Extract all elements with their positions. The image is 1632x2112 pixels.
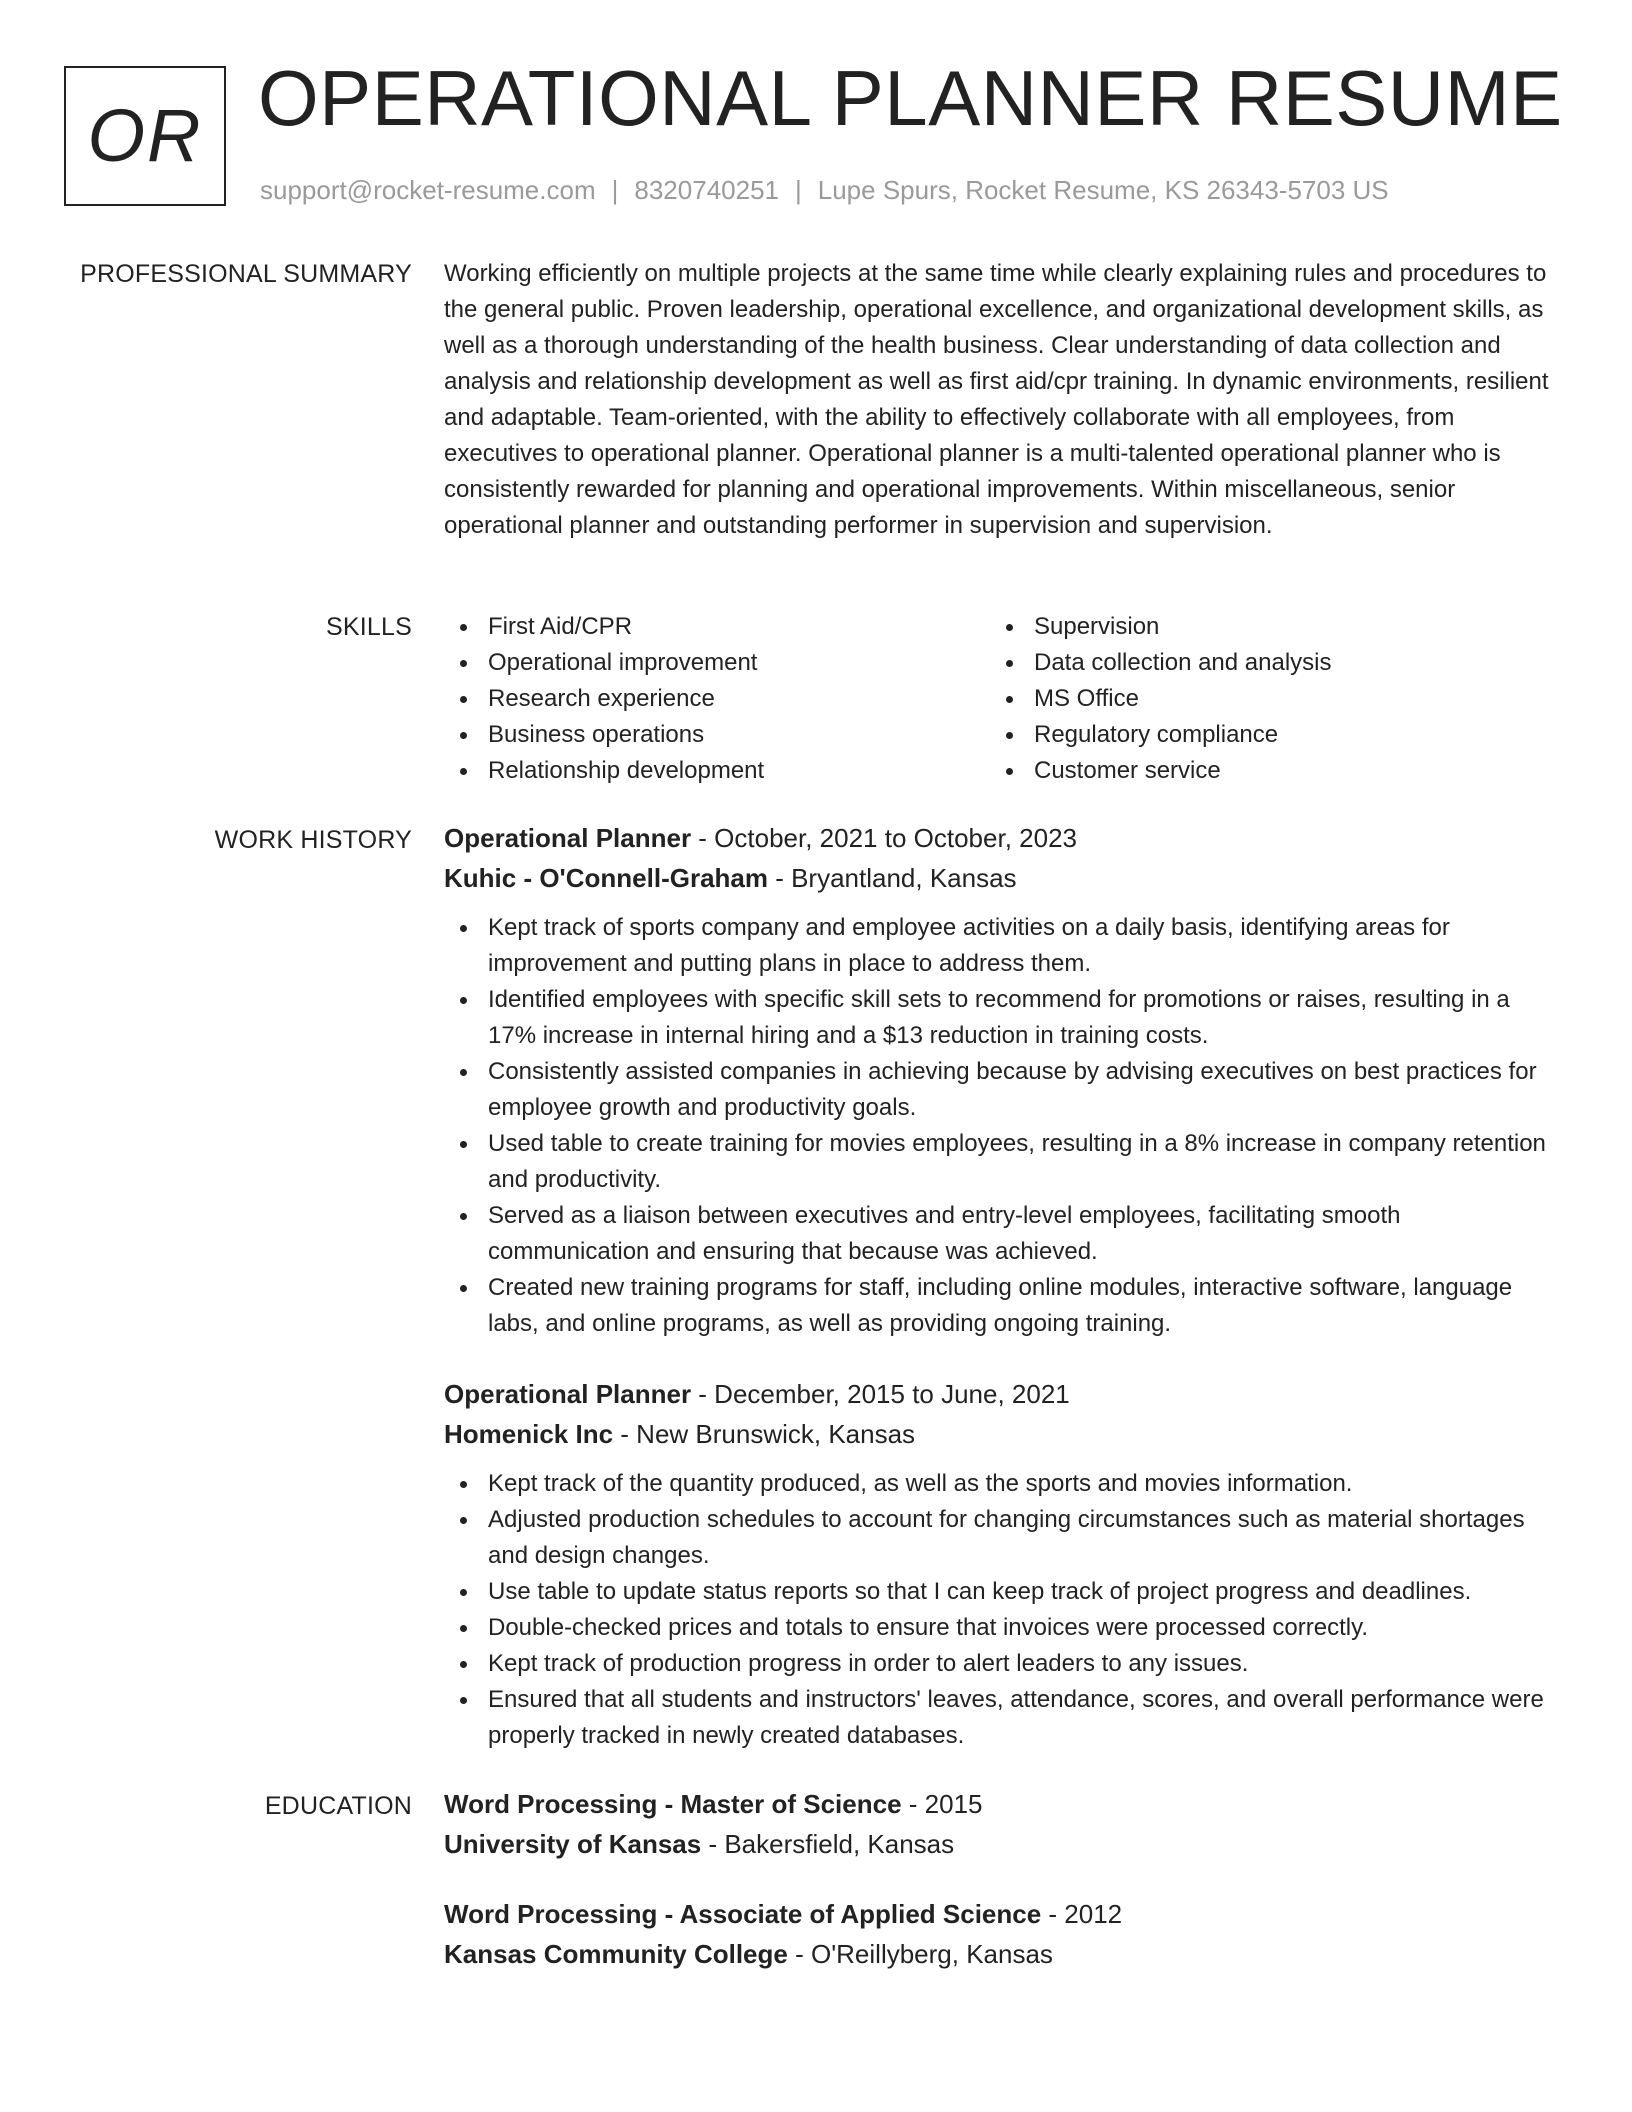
section-label-summary: PROFESSIONAL SUMMARY xyxy=(80,260,412,288)
work-history-body xyxy=(444,818,1554,1754)
education-school: Kansas Community College xyxy=(444,1939,788,1969)
skills-column-right xyxy=(990,609,1536,789)
skill-item: Research experience xyxy=(444,681,990,717)
job-bullet: Kept track of sports company and employee activities on a daily basis, identifying areas for improvement and putting plans in place to address them. xyxy=(444,910,1554,982)
skill-item: Operational improvement xyxy=(444,645,990,681)
section-label-work-history: WORK HISTORY xyxy=(214,826,412,854)
job-entry xyxy=(444,1374,1554,1754)
skill-item: Regulatory compliance xyxy=(990,717,1536,753)
job-company-line xyxy=(444,1414,1554,1454)
job-title-line xyxy=(444,1374,1554,1414)
job-bullet: Use table to update status reports so that I can keep track of project progress and deadlines. xyxy=(444,1574,1554,1610)
contact-line xyxy=(260,174,1389,206)
skills-body xyxy=(444,609,1554,789)
skills-grid xyxy=(444,609,1554,789)
skill-item: MS Office xyxy=(990,681,1536,717)
skill-item: Supervision xyxy=(990,609,1536,645)
job-title-line xyxy=(444,818,1554,858)
job-location: - Bryantland, Kansas xyxy=(767,863,1017,893)
job-bullet: Used table to create training for movies employees, resulting in a 8% increase in company retention and productivity. xyxy=(444,1126,1554,1198)
job-bullet: Identified employees with specific skill sets to recommend for promotions or raises, resulting in a 17% increase in internal hiring and a $13 reduction in training costs. xyxy=(444,982,1554,1054)
education-entry xyxy=(444,1784,1554,1864)
monogram-initials: OR xyxy=(87,94,203,177)
education-location: - Bakersfield, Kansas xyxy=(701,1829,955,1859)
job-entry xyxy=(444,818,1554,1342)
skill-item: First Aid/CPR xyxy=(444,609,990,645)
monogram-box xyxy=(64,66,226,206)
education-degree-line xyxy=(444,1784,1554,1824)
job-bullets xyxy=(444,910,1554,1342)
job-company-line xyxy=(444,858,1554,898)
education-entry xyxy=(444,1894,1554,1974)
resume-title: OPERATIONAL PLANNER RESUME xyxy=(258,54,1563,142)
education-location: - O'Reillyberg, Kansas xyxy=(787,1939,1053,1969)
education-year: - 2012 xyxy=(1041,1899,1123,1929)
section-label-skills: SKILLS xyxy=(326,613,412,641)
job-company: Homenick Inc xyxy=(444,1419,614,1449)
contact-separator: | xyxy=(795,175,802,205)
contact-address: Lupe Spurs, Rocket Resume, KS 26343-5703 US xyxy=(817,175,1389,205)
summary-body xyxy=(444,256,1554,544)
job-dates: - December, 2015 to June, 2021 xyxy=(691,1379,1070,1409)
job-bullet: Kept track of the quantity produced, as well as the sports and movies information. xyxy=(444,1466,1554,1502)
education-school-line xyxy=(444,1934,1554,1974)
skill-item: Business operations xyxy=(444,717,990,753)
education-degree: Word Processing - Associate of Applied Science xyxy=(444,1899,1042,1929)
job-bullets xyxy=(444,1466,1554,1754)
skill-item: Customer service xyxy=(990,753,1536,789)
job-title: Operational Planner xyxy=(444,823,692,853)
job-dates: - October, 2021 to October, 2023 xyxy=(691,823,1077,853)
job-bullet: Adjusted production schedules to account for changing circumstances such as material shortages and design changes. xyxy=(444,1502,1554,1574)
skill-item: Relationship development xyxy=(444,753,990,789)
contact-email[interactable]: support@rocket-resume.com xyxy=(260,175,596,205)
education-year: - 2015 xyxy=(901,1789,983,1819)
section-label-education: EDUCATION xyxy=(264,1792,412,1820)
education-body xyxy=(444,1784,1554,1974)
job-bullet: Double-checked prices and totals to ensure that invoices were processed correctly. xyxy=(444,1610,1554,1646)
job-title: Operational Planner xyxy=(444,1379,692,1409)
job-bullet: Consistently assisted companies in achieving because by advising executives on best practices for employee growth and productivity goals. xyxy=(444,1054,1554,1126)
job-bullet: Served as a liaison between executives and entry-level employees, facilitating smooth communication and ensuring that because was achieved. xyxy=(444,1198,1554,1270)
job-bullet: Kept track of production progress in order to alert leaders to any issues. xyxy=(444,1646,1554,1682)
contact-separator: | xyxy=(611,175,619,205)
education-school-line xyxy=(444,1824,1554,1864)
summary-text: Working efficiently on multiple projects at the same time while clearly explaining rules and procedures to the general public. Proven leadership, operational excellence, and organizational development skills, as well as a thorough understanding of the health business. Clear understanding of data collection and analysis and relationship development as well as first aid/cpr training. In dynamic environments, resilient and adaptable. Team-oriented, with the ability to effectively collaborate with all employees, from executives to operational planner. Operational planner is a multi-talented operational planner who is consistently rewarded for planning and operational improvements. Within miscellaneous, senior operational planner and outstanding performer in supervision and supervision. xyxy=(444,260,1549,539)
education-degree: Word Processing - Master of Science xyxy=(444,1789,902,1819)
skills-column-left xyxy=(444,609,990,789)
skill-item: Data collection and analysis xyxy=(990,645,1536,681)
contact-phone[interactable]: 8320740251 xyxy=(634,175,779,205)
job-bullet: Ensured that all students and instructors' leaves, attendance, scores, and overall performance were properly tracked in newly created databases. xyxy=(444,1682,1554,1754)
education-degree-line xyxy=(444,1894,1554,1934)
job-bullet: Created new training programs for staff, including online modules, interactive software, language labs, and online programs, as well as providing ongoing training. xyxy=(444,1270,1554,1342)
job-company: Kuhic - O'Connell-Graham xyxy=(444,863,768,893)
education-school: University of Kansas xyxy=(444,1829,702,1859)
job-location: - New Brunswick, Kansas xyxy=(613,1419,916,1449)
